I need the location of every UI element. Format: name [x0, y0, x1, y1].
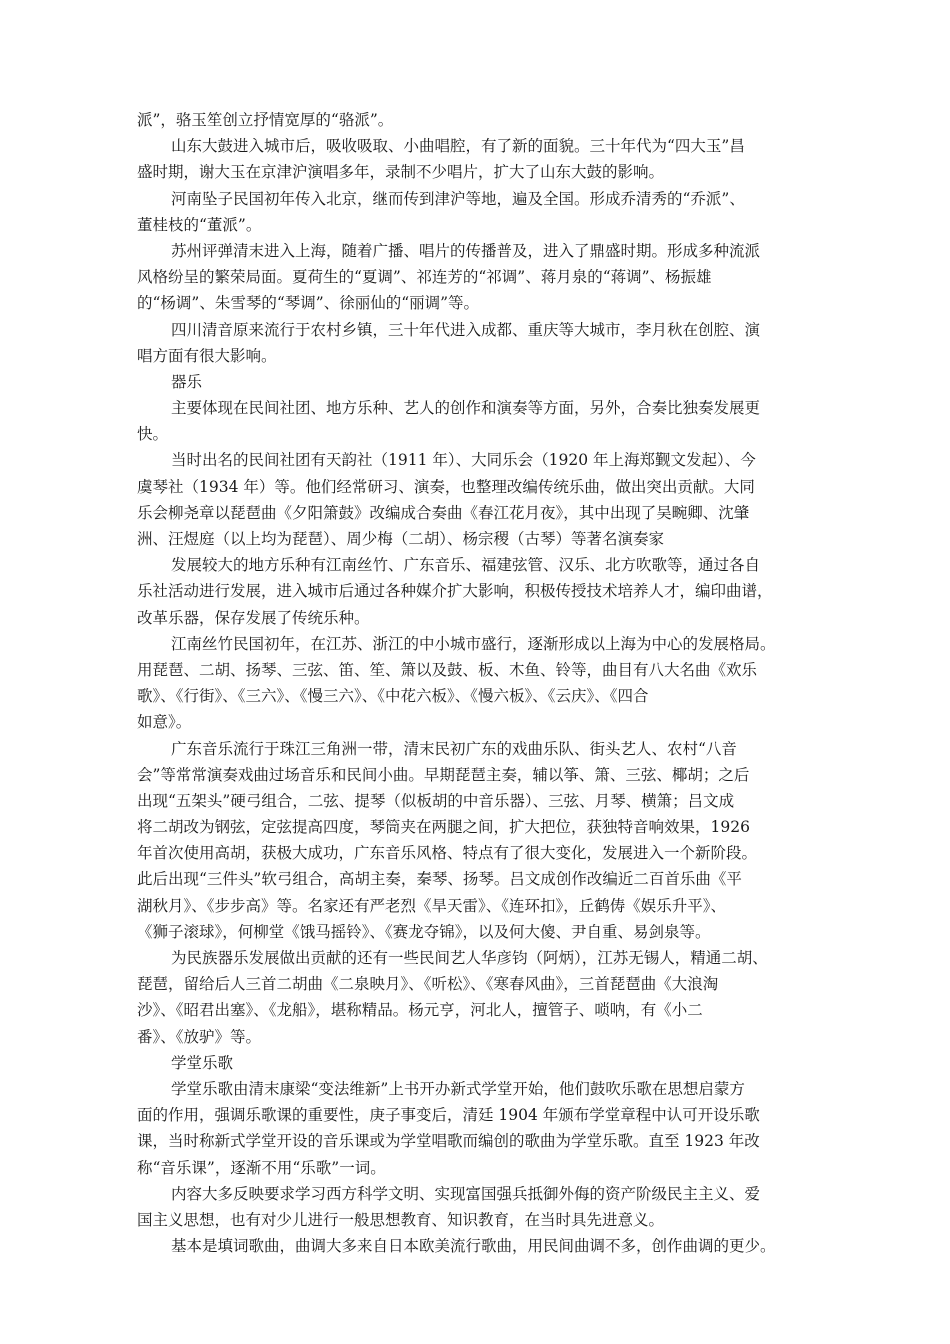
text-line: 董桂枝的“董派”。: [137, 215, 262, 234]
text-line: 江南丝竹民国初年，在江苏、浙江的中小城市盛行，逐渐形成以上海为中心的发展格局。: [171, 634, 776, 653]
text-line: 年首次使用高胡，获极大成功，广东音乐风格、特点有了很大变化，发展进入一个新阶段。: [137, 844, 758, 863]
text-line: 为民族器乐发展做出贡献的还有一些民间艺人华彦钧（阿炳），江苏无锡人，精通二胡、: [171, 949, 768, 967]
text-line: 器乐: [171, 372, 203, 391]
text-line: 乐社活动进行发展，进入城市后通过各种媒介扩大影响，积极传授技术培养人才，编印曲谱，: [137, 582, 773, 601]
text-line: 改革乐器，保存发展了传统乐种。: [137, 608, 370, 627]
text-line: 盛时期，谢大玉在京津沪演唱多年，录制不少唱片，扩大了山东大鼓的影响。: [137, 163, 665, 182]
text-line: 当时出名的民间社团有天韵社（1911 年）、大同乐会（1920 年上海郑觐文发起）、今: [171, 451, 756, 470]
text-line: 学堂乐歌: [171, 1053, 234, 1072]
document-page: [137, 107, 827, 1259]
text-line: 会”等常常演奏戏曲过场音乐和民间小曲。早期琵琶主奏，辅以筝、箫、三弦、椰胡；之后: [137, 765, 750, 784]
text-line: 发展较大的地方乐种有江南丝竹、广东音乐、福建弦管、汉乐、北方吹歌等，通过各自: [171, 556, 761, 575]
text-line: 洲、汪煜庭（以上均为琵琶）、周少梅（二胡）、杨宗稷（古琴）等著名演奏家: [137, 530, 665, 548]
text-line: 派”，骆玉笙创立抒情宽厚的“骆派”。: [137, 111, 394, 129]
text-line: 歌》、《行街》、《三六》、《慢三六》、《中花六板》、《慢六板》、《云庆》、《四合: [137, 687, 649, 706]
text-line: 琵琶，留给后人三首二胡曲《二泉映月》、《听松》、《寒春风曲》，三首琵琶曲《大浪淘: [137, 975, 719, 994]
text-line: 课，当时称新式学堂开设的音乐课或为学堂唱歌而编创的歌曲为学堂乐歌。直至 1923 年改: [137, 1132, 760, 1151]
text-line: 广东音乐流行于珠江三角洲一带，清末民初广东的戏曲乐队、街头艺人、农村“八音: [171, 739, 737, 758]
text-line: 沙》、《昭君出塞》、《龙船》，堪称精品。杨元亨，河北人，擅管子、唢呐，有《小二: [137, 1001, 703, 1020]
text-line: 番》、《放驴》等。: [137, 1027, 262, 1046]
text-line: 称“音乐课”，逐渐不用“乐歌”一词。: [137, 1158, 386, 1177]
text-line: 山东大鼓进入城市后，吸收吸取、小曲唱腔，有了新的面貌。三十年代为“四大玉”昌: [171, 137, 745, 156]
text-line: 基本是填词歌曲，曲调大多来自日本欧美流行歌曲，用民间曲调不多，创作曲调的更少。: [171, 1237, 776, 1256]
text-line: 风格纷呈的繁荣局面。夏荷生的“夏调”、祁连芳的“祁调”、蒋月泉的“蒋调”、杨振雄: [137, 268, 712, 287]
text-line: 唱方面有很大影响。: [137, 346, 277, 365]
text-line: 虞琴社（1934 年）等。他们经常研习、演奏，也整理改编传统乐曲，做出突出贡献。大同: [137, 477, 755, 496]
text-line: 快。: [137, 425, 169, 444]
text-line: 国主义思想，也有对少儿进行一般思想教育、知识教育，在当时具先进意义。: [137, 1210, 665, 1229]
text-line: 面的作用，强调乐歌课的重要性，庚子事变后，清廷 1904 年颁布学堂章程中认可开设乐歌: [137, 1106, 760, 1125]
text-line: 四川清音原来流行于农村乡镇，三十年代进入成都、重庆等大城市，李月秋在创腔、演: [171, 320, 761, 339]
text-line: 河南坠子民国初年传入北京，继而传到津沪等地，遍及全国。形成乔清秀的“乔派”、: [171, 189, 745, 208]
text-line: 苏州评弹清末进入上海，随着广播、唱片的传播普及，进入了鼎盛时期。形成多种流派: [171, 241, 761, 260]
text-line: 如意》。: [137, 713, 192, 732]
text-line: 湖秋月》、《步步高》等。名家还有严老烈《旱天雷》、《连环扣》，丘鹤俦《娱乐升平》、: [137, 896, 727, 915]
text-line: 《狮子滚球》，何柳堂《饿马摇铃》、《赛龙夺锦》，以及何大傻、尹自重、易剑泉等。: [137, 922, 711, 941]
text-line: 此后出现“三件头”软弓组合，高胡主奏，秦琴、扬琴。吕文成创作改编近二百首乐曲《平: [137, 870, 742, 889]
text-line: 出现“五架头”硬弓组合，二弦、提琴（似板胡的中音乐器）、三弦、月琴、横箫；吕文成: [137, 791, 735, 810]
text-line: 用琵琶、二胡、扬琴、三弦、笛、笙、箫以及鼓、板、木鱼、铃等，曲目有八大名曲《欢乐: [137, 660, 758, 679]
text-line: 内容大多反映要求学习西方科学文明、实现富国强兵抵御外侮的资产阶级民主主义、爱: [171, 1184, 761, 1203]
text-line: 的“杨调”、朱雪琴的“琴调”、徐丽仙的“丽调”等。: [137, 294, 480, 313]
text-line: 学堂乐歌由清末康梁“变法维新”上书开办新式学堂开始，他们鼓吹乐歌在思想启蒙方: [171, 1079, 745, 1098]
text-line: 主要体现在民间社团、地方乐种、艺人的创作和演奏等方面，另外，合奏比独奏发展更: [171, 399, 761, 418]
text-line: 将二胡改为钢弦，定弦提高四度，琴筒夹在两腿之间，扩大把位，获独特音响效果，1926: [137, 818, 750, 837]
text-line: 乐会柳尧章以琵琶曲《夕阳箫鼓》改编成合奏曲《春江花月夜》，其中出现了吴畹卿、沈肇: [137, 503, 750, 522]
